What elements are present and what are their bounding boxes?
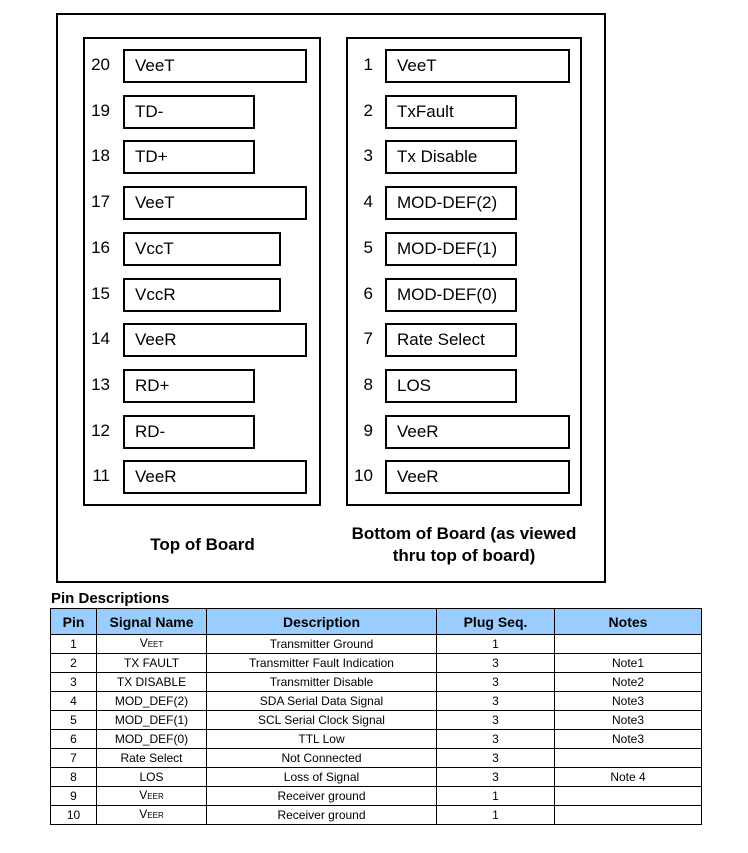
column-header-description: Description	[207, 609, 437, 635]
bottom-board-pin-label: Rate Select	[385, 323, 517, 357]
notes-cell	[555, 787, 702, 806]
bottom-board-pin-number: 3	[363, 146, 373, 166]
signal-name-text: V	[139, 788, 148, 802]
top-board-pin-label: RD+	[123, 369, 255, 403]
signal-name-text: TX DISABLE	[116, 674, 187, 689]
pin-cell: 10	[51, 806, 97, 825]
plug-seq-cell: 3	[437, 730, 555, 749]
top-board-pin-number: 12	[91, 420, 110, 440]
description-cell: Loss of Signal	[207, 768, 437, 787]
top-board-pin-number: 16	[91, 237, 110, 257]
pin-cell: 9	[51, 787, 97, 806]
signal-name-cell	[97, 711, 207, 730]
notes-cell: Note3	[555, 730, 702, 749]
notes-cell: Note 4	[555, 768, 702, 787]
notes-cell: Note2	[555, 673, 702, 692]
table-row	[51, 787, 702, 806]
signal-name-cell	[97, 635, 207, 654]
bottom-board-pin-number: 2	[363, 100, 373, 120]
notes-cell: Note3	[555, 711, 702, 730]
top-board-pin-number: 14	[91, 329, 110, 349]
top-board-pin-label: TD-	[123, 95, 255, 129]
pin-cell: 4	[51, 692, 97, 711]
notes-cell	[555, 635, 702, 654]
table-row	[51, 768, 702, 787]
table-row	[51, 654, 702, 673]
description-cell: Receiver ground	[207, 806, 437, 825]
signal-name-text: LOS	[139, 769, 164, 784]
top-board-pin-label: VeeR	[123, 460, 307, 494]
table-row	[51, 692, 702, 711]
signal-name-subscript: EER	[147, 792, 164, 801]
top-board-pin-number: 19	[91, 100, 110, 120]
bottom-board-caption-line1: Bottom of Board (as viewed	[351, 524, 577, 543]
description-cell: Transmitter Disable	[207, 673, 437, 692]
table-row	[51, 749, 702, 768]
signal-name-text: MOD_DEF(0)	[114, 731, 189, 746]
description-cell: Not Connected	[207, 749, 437, 768]
pin-descriptions-table	[50, 608, 702, 825]
signal-name-cell	[97, 806, 207, 825]
bottom-board-pin-label: VeeT	[385, 49, 570, 83]
top-board-pin-number: 15	[91, 283, 110, 303]
notes-cell	[555, 749, 702, 768]
pin-cell: 5	[51, 711, 97, 730]
plug-seq-cell: 3	[437, 749, 555, 768]
pin-cell: 6	[51, 730, 97, 749]
plug-seq-cell: 1	[437, 787, 555, 806]
signal-name-text: Rate Select	[120, 750, 183, 765]
bottom-board-pin-number: 4	[363, 192, 373, 212]
bottom-board-pin-number: 9	[363, 420, 373, 440]
plug-seq-cell: 3	[437, 692, 555, 711]
top-board-pin-number: 17	[91, 192, 110, 212]
table-row	[51, 711, 702, 730]
bottom-board-caption-line2: thru top of board)	[392, 546, 536, 565]
description-cell: Receiver ground	[207, 787, 437, 806]
bottom-board-pin-number: 6	[363, 283, 373, 303]
bottom-board-pin-label: MOD-DEF(0)	[385, 278, 517, 312]
plug-seq-cell: 1	[437, 806, 555, 825]
description-cell: Transmitter Fault Indication	[207, 654, 437, 673]
description-cell: SCL Serial Clock Signal	[207, 711, 437, 730]
bottom-board-pin-label: MOD-DEF(1)	[385, 232, 517, 266]
plug-seq-cell: 3	[437, 654, 555, 673]
description-cell: TTL Low	[207, 730, 437, 749]
top-board-pin-number: 18	[91, 146, 110, 166]
signal-name-text: MOD_DEF(2)	[114, 693, 189, 708]
column-header-pin: Pin	[51, 609, 97, 635]
signal-name-cell	[97, 730, 207, 749]
pin-cell: 2	[51, 654, 97, 673]
notes-cell: Note1	[555, 654, 702, 673]
bottom-board-pin-label: LOS	[385, 369, 517, 403]
top-board-pin-label: VccR	[123, 278, 281, 312]
signal-name-text: TX FAULT	[123, 655, 180, 670]
bottom-board-pin-label: VeeR	[385, 415, 570, 449]
table-header-row	[51, 609, 702, 635]
signal-name-cell	[97, 768, 207, 787]
signal-name-cell	[97, 787, 207, 806]
signal-name-text: V	[139, 807, 148, 821]
pin-cell: 1	[51, 635, 97, 654]
top-board-pin-label: RD-	[123, 415, 255, 449]
signal-name-cell	[97, 654, 207, 673]
bottom-board-pin-label: Tx Disable	[385, 140, 517, 174]
signal-name-subscript: EER	[147, 811, 164, 820]
signal-name-subscript: EET	[147, 640, 164, 649]
signal-name-cell	[97, 749, 207, 768]
notes-cell: Note3	[555, 692, 702, 711]
column-header-plug-seq: Plug Seq.	[437, 609, 555, 635]
bottom-board-pin-number: 7	[363, 329, 373, 349]
bottom-board-pin-number: 5	[363, 237, 373, 257]
plug-seq-cell: 3	[437, 673, 555, 692]
table-row	[51, 673, 702, 692]
signal-name-text: V	[139, 636, 148, 650]
top-board-pin-label: VeeT	[123, 186, 307, 220]
column-header-signal-name: Signal Name	[97, 609, 207, 635]
plug-seq-cell: 3	[437, 768, 555, 787]
top-board-pin-label: TD+	[123, 140, 255, 174]
table-row	[51, 806, 702, 825]
bottom-board-pin-number: 8	[363, 374, 373, 394]
column-header-notes: Notes	[555, 609, 702, 635]
pin-cell: 7	[51, 749, 97, 768]
top-board-pin-number: 20	[91, 55, 110, 74]
notes-cell	[555, 806, 702, 825]
bottom-board-pin-label: VeeR	[385, 460, 570, 494]
description-cell: Transmitter Ground	[207, 635, 437, 654]
table-row	[51, 635, 702, 654]
bottom-board-pin-label: TxFault	[385, 95, 517, 129]
bottom-board-pin-number: 1	[363, 55, 373, 74]
description-cell: SDA Serial Data Signal	[207, 692, 437, 711]
signal-name-text: MOD_DEF(1)	[114, 712, 189, 727]
top-board-pin-number: 11	[92, 466, 110, 486]
signal-name-cell	[97, 692, 207, 711]
plug-seq-cell: 1	[437, 635, 555, 654]
pin-cell: 3	[51, 673, 97, 692]
top-board-pin-number: 13	[91, 374, 110, 394]
table-row	[51, 730, 702, 749]
signal-name-cell	[97, 673, 207, 692]
plug-seq-cell: 3	[437, 711, 555, 730]
bottom-board-pin-label: MOD-DEF(2)	[385, 186, 517, 220]
bottom-board-pin-number: 10	[354, 466, 373, 486]
top-board-caption: Top of Board	[150, 535, 255, 554]
pin-descriptions-title: Pin Descriptions	[51, 590, 170, 607]
top-board-pin-label: VccT	[123, 232, 281, 266]
pin-cell: 8	[51, 768, 97, 787]
top-board-pin-label: VeeT	[123, 49, 307, 83]
top-board-pin-label: VeeR	[123, 323, 307, 357]
